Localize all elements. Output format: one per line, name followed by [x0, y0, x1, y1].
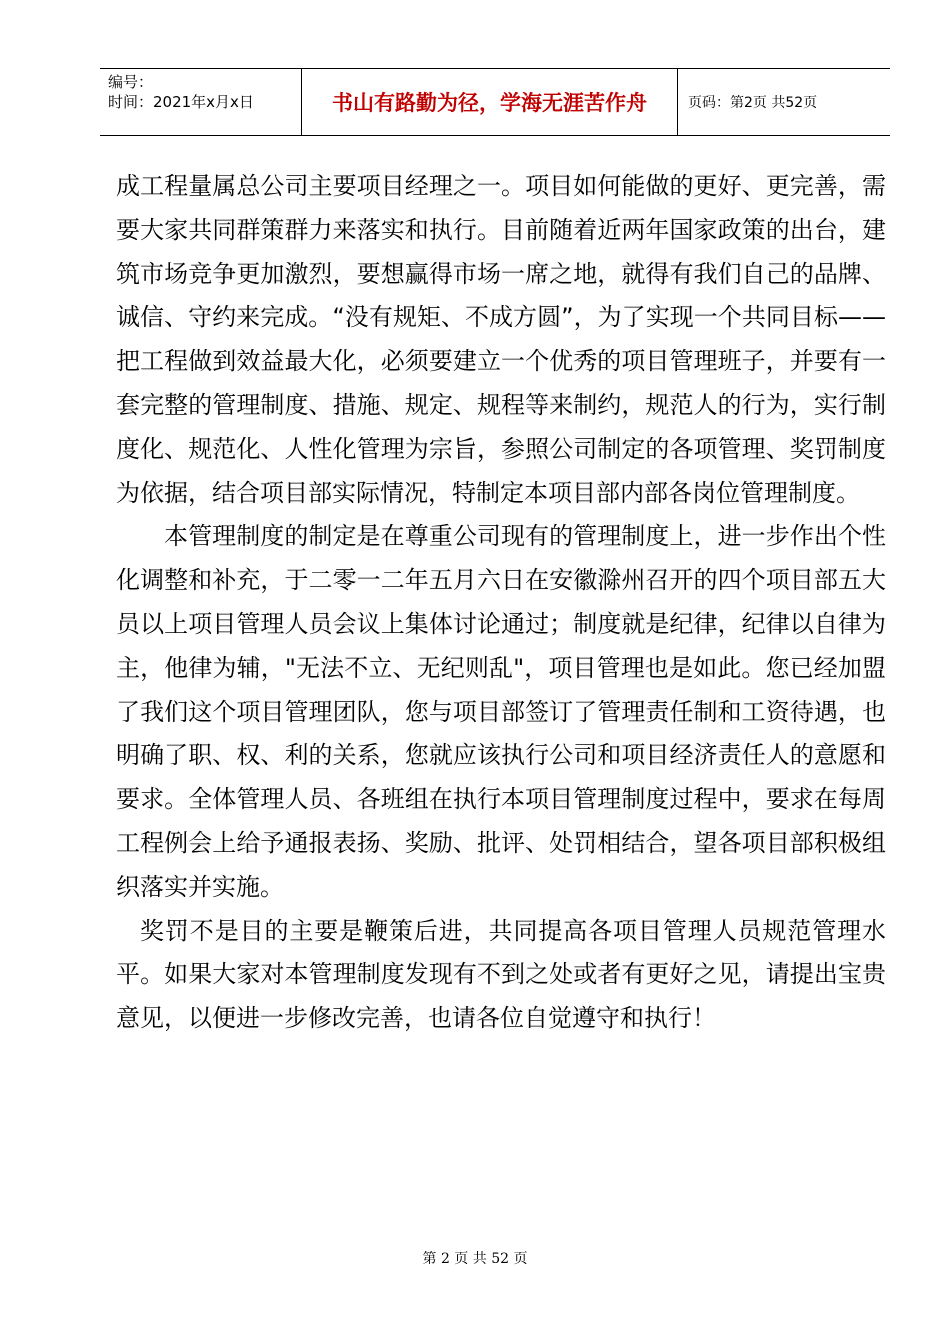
doc-time-label: 时间：2021年x月x日	[108, 93, 254, 111]
page-footer: 第 2 页 共 52 页	[422, 1251, 528, 1267]
doc-number-label: 编号：	[108, 73, 154, 91]
header-motto: 书山有路勤为径，学海无涯苦作舟	[302, 69, 678, 135]
paragraph: 成工程量属总公司主要项目经理之一。项目如何能做的更好、更完善，需要大家共同群策群力来落实和执行。目前随着近两年国家政策的出台，建筑市场竞争更加激烈，要想赢得市场一席之地，就得有我们自己的品牌、诚信、守约来完成。“没有规矩、不成方圆”，为了实现一个共同目标——把工程做到效益最大化，必须要建立一个优秀的项目管理班子，并要有一套完整的管理制度、措施、规定、规程等来制约，规范人的行为，实行制度化、规范化、人性化管理为宗旨，参照公司制定的各项管理、奖罚制度为依据，结合项目部实际情况，特制定本项目部内部各岗位管理制度。	[116, 172, 886, 507]
paragraph: 奖罚不是目的主要是鞭策后进，共同提高各项目管理人员规范管理水平。如果大家对本管理制度发现有不到之处或者有更好之见，请提出宝贵意见，以便进一步修改完善，也请各位自觉遵守和执行！	[116, 916, 886, 1033]
header-page-code: 页码：第2页 共52页	[688, 95, 818, 111]
paragraph: 本管理制度的制定是在尊重公司现有的管理制度上，进一步作出个性化调整和补充，于二零一二年五月六日在安徽滁州召开的四个项目部五大员以上项目管理人员会议上集体讨论通过；制度就是纪律，纪律以自律为主，他律为辅，"无法不立、无纪则乱"，项目管理也是如此。您已经加盟了我们这个项目管理团队，您与项目部签订了管理责任制和工资待遇，也明确了职、权、利的关系，您就应该执行公司和项目经济责任人的意愿和要求。全体管理人员、各班组在执行本项目管理制度过程中，要求在每周工程例会上给予通报表扬、奖励、批评、处罚相结合，望各项目部积极组织落实并实施。	[116, 522, 886, 901]
document-body	[116, 165, 886, 1041]
header-meta	[100, 69, 302, 135]
page-header	[100, 68, 890, 136]
